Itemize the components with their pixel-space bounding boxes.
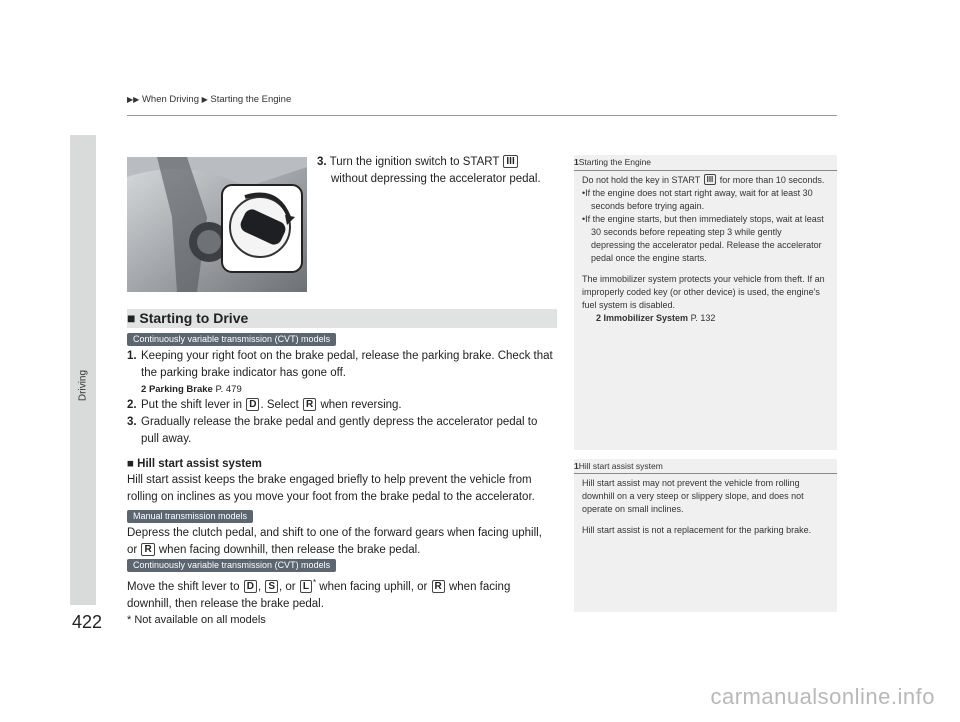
step-text: Gradually release the brake pedal and gently depress the accelerator pedal to pull away.	[141, 416, 538, 445]
ref-arrow-icon: 2	[141, 384, 147, 395]
header-divider	[127, 115, 837, 116]
breadcrumb-item: When Driving	[141, 94, 199, 105]
chapter-label: Driving	[77, 369, 89, 402]
step-number: 3.	[127, 416, 137, 428]
hill-cvt-text: Move the shift lever to D , S , or L * when facing uphill, or R when facing downhill, then release the brake pedal.	[127, 578, 511, 610]
shift-position-key: L	[300, 580, 312, 593]
bullet-icon: •	[582, 214, 586, 224]
hill-start-intro: Hill start assist keeps the brake engaged briefly to help prevent the vehicle from rolling on inclines as you move your foot from the brake pedal to the accelerator.	[127, 474, 535, 503]
manual-models-tag: Manual transmission models	[127, 510, 253, 523]
step-number: 2.	[127, 399, 137, 411]
note-heading: 1Starting the Engine	[574, 157, 652, 167]
shift-position-key: R	[141, 543, 154, 556]
step-3	[317, 154, 557, 188]
shift-position-key: S	[265, 580, 278, 593]
footnote-marker: *	[312, 578, 317, 587]
shift-position-key: R	[432, 580, 445, 593]
note-body: Hill start assist may not prevent the vehicle from rolling downhill on a very steep or slippery slope, and does not operate on small inclines. Hill start assist is not a replacement for the parking brake.	[582, 478, 812, 535]
shift-position-key: D	[244, 580, 257, 593]
cross-reference-page: P. 479	[215, 384, 242, 395]
breadcrumb-item: Starting the Engine	[210, 94, 292, 105]
section-title: ■ Starting to Drive	[127, 310, 249, 326]
step-text: without depressing the accelerator pedal.	[331, 173, 541, 185]
note-body: Do not hold the key in START III for more than 10 seconds. •If the engine does not start right away, wait for at least 30 seconds before trying again. •If the engine starts, but then immediately stops, wait at least 30 seconds before repeating step 3 while gently depressing the accelerator pedal. Release the accelerator pedal once the engine starts. The immobilizer system protects your vehicle from theft. If an improperly coded key (or other device) is used, the engine's fuel system is disabled. 2 Immobilizer System P. 132	[582, 175, 825, 323]
cvt-models-tag: Continuously variable transmission (CVT) models	[127, 559, 336, 572]
drive-step-3	[127, 414, 557, 448]
drive-step-1	[127, 348, 557, 397]
section-marker: ■	[127, 310, 136, 326]
step-text: Turn the ignition switch to START	[329, 156, 500, 168]
ignition-position-key: III	[704, 174, 717, 185]
step-text: Keeping your right foot on the brake pedal, release the parking brake. Check that the parking brake indicator has gone off.	[141, 350, 553, 379]
note-heading: 1Hill start assist system	[574, 461, 663, 471]
ignition-illustration	[127, 157, 307, 292]
breadcrumb-arrow-icon: ▶	[201, 95, 208, 104]
note-divider	[574, 473, 837, 474]
hill-manual-text: Depress the clutch pedal, and shift to one of the forward gears when facing uphill, or R when facing downhill, then release the brake pedal.	[127, 527, 542, 556]
bullet-icon: •	[582, 188, 586, 198]
ignition-key-icon	[127, 157, 307, 292]
hill-start-heading: ■ Hill start assist system	[127, 458, 262, 470]
breadcrumb-arrow-icon: ▶▶	[127, 95, 140, 104]
breadcrumb	[127, 94, 291, 105]
cvt-models-tag: Continuously variable transmission (CVT) models	[127, 333, 336, 346]
ref-arrow-icon: 2	[596, 313, 602, 323]
step-number: 1.	[127, 350, 137, 362]
cross-reference-page: P. 132	[690, 313, 716, 323]
page-number: 422	[72, 612, 103, 632]
ignition-position-key: III	[503, 155, 517, 168]
note-number: 1	[574, 461, 579, 471]
drive-steps	[127, 348, 557, 448]
drive-step-2: 2. Put the shift lever in D . Select R when reversing.	[127, 397, 557, 414]
step-number: 3.	[317, 156, 327, 168]
shift-position-key: D	[246, 398, 259, 411]
note-number: 1	[574, 157, 579, 167]
note-divider	[574, 170, 837, 171]
cross-reference-link[interactable]: Parking Brake	[148, 384, 213, 395]
footnote: * Not available on all models	[127, 614, 266, 626]
cross-reference-link[interactable]: Immobilizer System	[603, 313, 689, 323]
shift-position-key: R	[303, 398, 316, 411]
watermark: carmanualsonline.info	[710, 684, 935, 709]
